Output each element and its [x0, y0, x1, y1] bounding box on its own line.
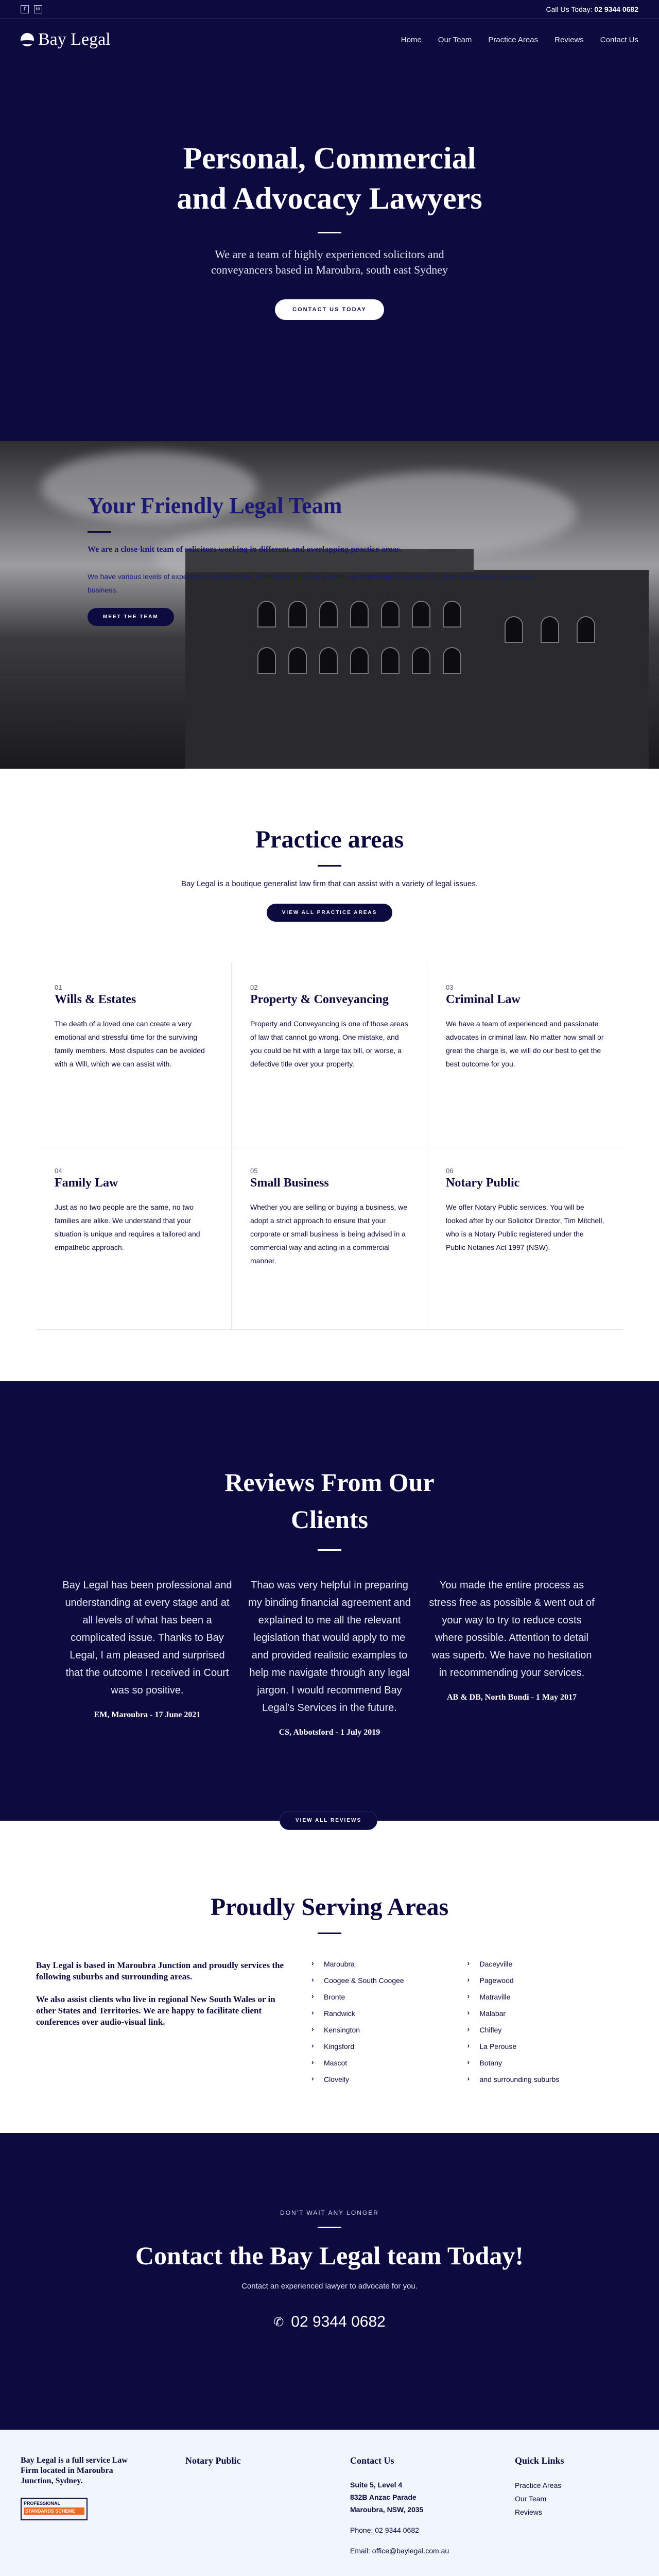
suburb-item: › Daceyville	[467, 1960, 623, 1968]
footer-email[interactable]: Email: office@baylegal.com.au	[350, 2547, 449, 2555]
card-title[interactable]: Wills & Estates	[55, 993, 136, 1006]
team-body: We have various levels of experience and expertise. Working together as a team, we endeavour to achieve the best outcome for you or your business.	[88, 572, 534, 594]
serving-description	[36, 1960, 311, 2092]
contact-cta-section	[0, 2133, 659, 2430]
hero-section	[0, 19, 659, 441]
practice-card-wills-estates[interactable]	[36, 963, 232, 1146]
card-title[interactable]: Notary Public	[446, 1176, 520, 1190]
suburb-item: › Botany	[467, 2059, 623, 2067]
practice-card-notary-public[interactable]	[427, 1146, 623, 1330]
team-content	[88, 493, 541, 626]
card-number: 03	[446, 984, 454, 991]
reviews-section	[0, 1381, 659, 1821]
footer-phone[interactable]: Phone: 02 9344 0682	[350, 2526, 419, 2534]
cta-title: Contact the Bay Legal team Today!	[135, 2241, 524, 2270]
facebook-icon[interactable]: f	[21, 5, 29, 13]
serving-divider	[318, 1933, 341, 1934]
suburb-item: › Matraville	[467, 1993, 623, 2001]
reviews-title-line1: Reviews From Our	[224, 1468, 435, 1497]
footer-contact	[350, 2455, 515, 2576]
review-text: Bay Legal has been professional and understanding at every stage and at all levels of what has been a complicated issue. Thanks to Bay Legal, I am pleased and surprised that the outcome I received in Court was so positive.	[62, 1580, 232, 1696]
team-divider	[88, 531, 111, 533]
practice-card-property-conveyancing[interactable]	[232, 963, 427, 1146]
cta-phone[interactable]	[273, 2313, 386, 2331]
hero-subtitle	[0, 247, 659, 278]
suburb-item: › Kensington	[311, 2026, 467, 2034]
suburb-item: › Pagewood	[467, 1976, 623, 1985]
team-section	[0, 441, 659, 769]
serving-para-1: Bay Legal is based in Maroubra Junction and proudly services the following suburbs and surrounding areas.	[36, 1960, 284, 1981]
team-lead: We are a close-knit team of solicitors working in different and overlapping practice areas.	[88, 545, 402, 554]
nav-reviews[interactable]: Reviews	[554, 35, 584, 44]
review-text: Thao was very helpful in preparing my binding financial agreement and explained to me all the relevant legislation that would apply to me and provided realistic examples to help me navigate through any legal jargon. I would recommend Bay Legal's Services in the future.	[248, 1580, 411, 1714]
practice-divider	[318, 865, 341, 867]
serving-content	[36, 1960, 623, 2092]
review-list	[0, 1577, 659, 1737]
main-nav	[0, 19, 659, 61]
review-author: EM, Maroubra - 17 June 2021	[94, 1710, 201, 1719]
suburb-item: › Mascot	[311, 2059, 467, 2067]
social-links	[21, 5, 42, 13]
suburb-item: › Malabar	[467, 2009, 623, 2018]
card-text: Just as no two people are the same, no two families are alike. We understand that your situation is unique and requires a tailored and empathetic approach.	[55, 1203, 200, 1251]
reviews-divider	[318, 1549, 341, 1551]
review-item	[245, 1577, 414, 1737]
practice-grid	[36, 963, 623, 1330]
practice-intro: Bay Legal is a boutique generalist law firm that can assist with a variety of legal issues.	[181, 879, 478, 888]
professional-standards-logo	[21, 2498, 88, 2520]
nav-contact-us[interactable]: Contact Us	[600, 35, 638, 44]
footer-quick-links	[515, 2455, 638, 2576]
suburb-item: › Maroubra	[311, 1960, 467, 1968]
suburb-item: › Randwick	[311, 2009, 467, 2018]
card-title[interactable]: Small Business	[250, 1176, 329, 1190]
badge-line1: PROFESSIONAL	[24, 2501, 61, 2506]
suburb-item: › Kingsford	[311, 2042, 467, 2050]
reviews-title	[0, 1464, 659, 1538]
review-item	[62, 1577, 232, 1737]
nav-practice-areas[interactable]: Practice Areas	[488, 35, 539, 44]
review-author: CS, Abbotsford - 1 July 2019	[279, 1728, 380, 1737]
card-number: 05	[250, 1167, 258, 1175]
view-all-reviews-button[interactable]: VIEW ALL REVIEWS	[280, 1811, 377, 1830]
suburb-item: › and surrounding suburbs	[467, 2075, 623, 2083]
hero-subtitle-line2: conveyancers based in Maroubra, south east Sydney	[211, 263, 448, 276]
building-window	[381, 647, 400, 674]
phone-icon: ✆	[273, 2315, 284, 2329]
serving-title: Proudly Serving Areas	[210, 1893, 449, 1921]
suburb-item: › Clovelly	[311, 2075, 467, 2083]
building-window	[350, 647, 369, 674]
building-window	[443, 647, 461, 674]
suburb-item: › Coogee & South Coogee	[311, 1976, 467, 1985]
nav-our-team[interactable]: Our Team	[438, 35, 472, 44]
building-window	[577, 616, 595, 643]
logo-mark-icon	[21, 33, 34, 46]
hero-title	[0, 138, 659, 218]
footer-address-1: Suite 5, Level 4	[350, 2481, 403, 2489]
cta-eyebrow: DON'T WAIT ANY LONGER	[280, 2209, 379, 2216]
logo-text: Bay Legal	[38, 30, 111, 49]
building-window	[541, 616, 559, 643]
card-text: We offer Notary Public services. You will be looked after by our Solicitor Director, Tim Mitchell, who is a Notary Public registered under the Public Notaries Act 1997 (NSW).	[446, 1203, 604, 1251]
linkedin-icon[interactable]: in	[34, 5, 42, 13]
serving-areas-section	[0, 1821, 659, 2133]
serving-para-2: We also assist clients who live in regional New South Wales or in other States and Territories. We are happy to facilitate client conferences over audio-visual link.	[36, 1994, 275, 2027]
practice-card-criminal-law[interactable]	[427, 963, 623, 1146]
review-author: AB & DB, North Bondi - 1 May 2017	[446, 1693, 577, 1702]
suburb-item: › Bronte	[311, 1993, 467, 2001]
footer-link-our-team[interactable]: Our Team	[515, 2495, 547, 2503]
top-bar	[0, 0, 659, 19]
hero-subtitle-line1: We are a team of highly experienced solicitors and	[215, 248, 444, 261]
cta-subtitle: Contact an experienced lawyer to advocate for you.	[241, 2282, 418, 2291]
hero-title-line2: and Advocacy Lawyers	[177, 181, 482, 215]
review-text: You made the entire process as stress free as possible & went out of your way to try to reduce costs where possible. Attention to detail was superb. We have no hesitation in recommending your services.	[429, 1580, 595, 1679]
footer	[0, 2430, 659, 2576]
card-title[interactable]: Family Law	[55, 1176, 118, 1190]
reviews-title-line2: Clients	[291, 1505, 368, 1534]
card-number: 02	[250, 984, 258, 991]
top-phone-link[interactable]: 02 9344 0682	[594, 5, 638, 13]
card-title[interactable]: Property & Conveyancing	[250, 993, 389, 1006]
team-title: Your Friendly Legal Team	[88, 493, 342, 518]
call-label: Call Us Today:	[546, 5, 593, 13]
call-us	[546, 5, 638, 13]
nav-menu	[401, 36, 638, 44]
suburb-item: › La Perouse	[467, 2042, 623, 2050]
card-text: The death of a loved one can create a very emotional and stressful time for the surviving family members. Most disputes can be avoided with a Will, which we can assist with.	[55, 1020, 205, 1068]
suburb-list-2	[467, 1960, 623, 2092]
cta-divider	[318, 2227, 341, 2228]
footer-links-list	[515, 2479, 638, 2519]
review-item	[427, 1577, 597, 1737]
practice-title: Practice areas	[255, 826, 404, 853]
meet-the-team-button[interactable]: MEET THE TEAM	[88, 608, 174, 626]
view-all-practice-areas-button[interactable]: VIEW ALL PRACTICE AREAS	[267, 904, 393, 922]
logo[interactable]	[21, 30, 111, 49]
footer-contact-title: Contact Us	[350, 2455, 394, 2466]
building-window	[412, 647, 430, 674]
card-text: Whether you are selling or buying a business, we adopt a strict approach to ensure that your corporate or small business is being advised in a commercial way and acting in a commercial manner.	[250, 1203, 408, 1265]
contact-us-today-button[interactable]: CONTACT US TODAY	[275, 299, 384, 320]
suburb-list-1	[311, 1960, 467, 2092]
card-title[interactable]: Criminal Law	[446, 993, 521, 1006]
footer-notary-title: Notary Public	[185, 2455, 241, 2466]
footer-about	[21, 2455, 185, 2576]
hero-content	[0, 138, 659, 320]
footer-address-2: 832B Anzac Parade	[350, 2493, 417, 2501]
hero-title-line1: Personal, Commercial	[183, 141, 476, 175]
hero-divider	[318, 232, 341, 233]
suburb-item: › Chifley	[467, 2026, 623, 2034]
footer-notary	[185, 2455, 350, 2576]
nav-home[interactable]: Home	[401, 35, 422, 44]
practice-card-family-law[interactable]	[36, 1146, 232, 1330]
footer-intro: Bay Legal is a full service Law Firm located in Maroubra Junction, Sydney.	[21, 2456, 128, 2485]
building-window	[257, 647, 276, 674]
building-window	[319, 647, 338, 674]
card-text: Property and Conveyancing is one of those areas of law that cannot go wrong. One mistake, and you could be hit with a large tax bill, or worse, a defective title over your property.	[250, 1020, 408, 1068]
cta-phone-number[interactable]: 02 9344 0682	[291, 2313, 386, 2330]
card-number: 01	[55, 984, 62, 991]
card-text: We have a team of experienced and passionate advocates in criminal law. No matter how small or great the charge is, we will do our best to get the best outcome for you.	[446, 1020, 604, 1068]
practice-card-small-business[interactable]	[232, 1146, 427, 1330]
footer-link-practice-areas[interactable]: Practice Areas	[515, 2481, 562, 2489]
footer-address-3: Maroubra, NSW, 2035	[350, 2505, 424, 2514]
practice-areas-section	[0, 769, 659, 1381]
footer-link-reviews[interactable]: Reviews	[515, 2508, 542, 2516]
footer-links-title: Quick Links	[515, 2455, 564, 2466]
card-number: 06	[446, 1167, 454, 1175]
badge-line2: STANDARDS SCHEME	[24, 2507, 84, 2515]
card-number: 04	[55, 1167, 62, 1175]
building-window	[288, 647, 307, 674]
